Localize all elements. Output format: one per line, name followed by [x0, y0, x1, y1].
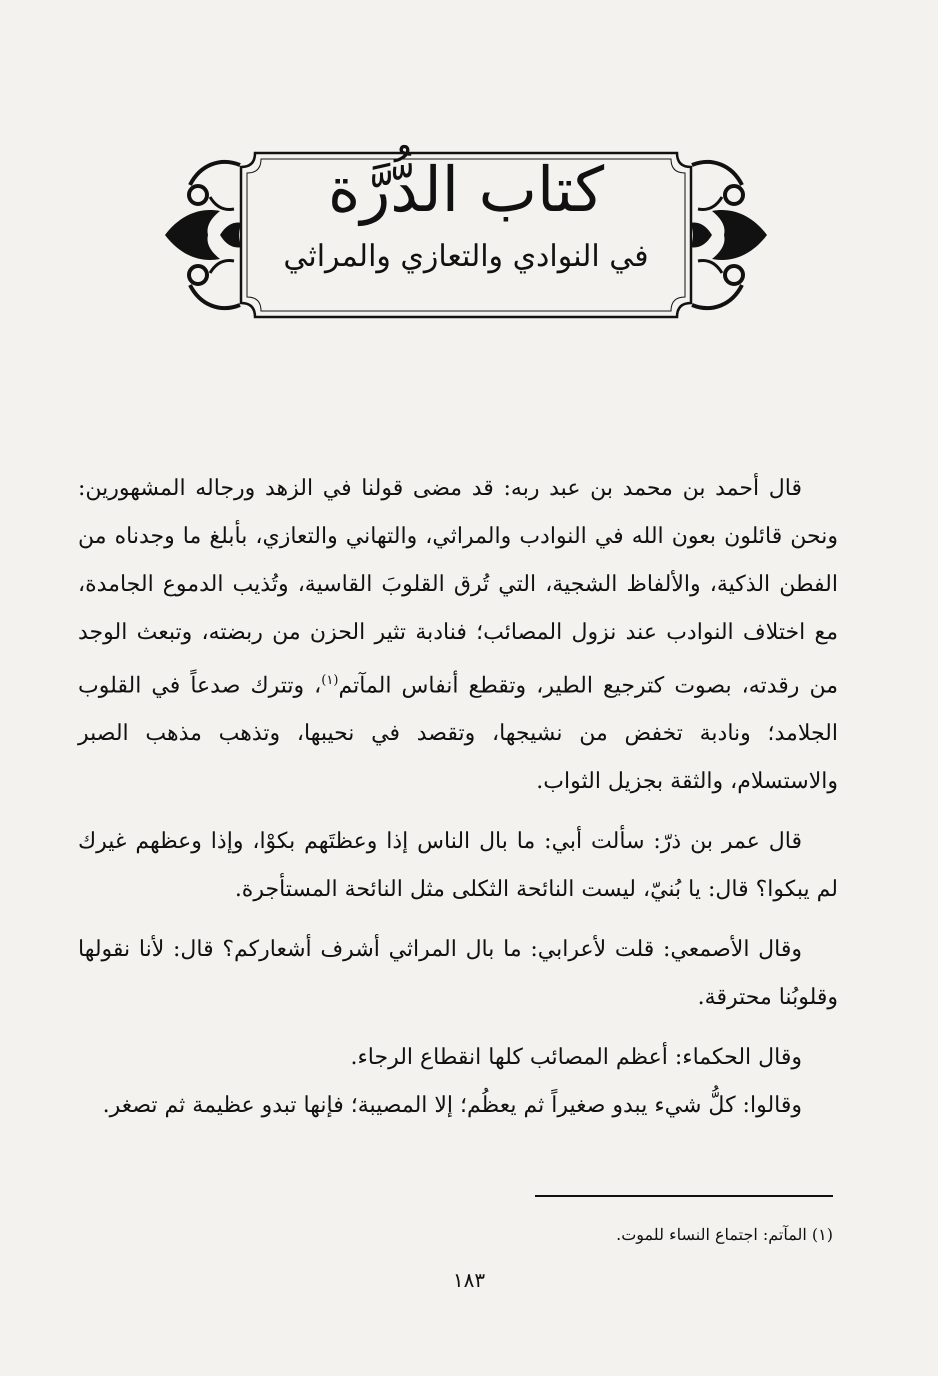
- page-number: ١٨٣: [452, 1268, 486, 1292]
- chapter-title: كتاب الدُّرَّة: [327, 153, 605, 226]
- title-frame: [160, 145, 772, 325]
- chapter-subtitle: في النوادي والتعازي والمراثي: [283, 239, 649, 274]
- paragraph: وقال الأصمعي: قلت لأعرابي: ما بال المراثي أشرف أشعاركم؟ قال: لأنا نقولها وقلوبُنا محترقة.: [78, 937, 838, 1011]
- footnote-separator: [535, 1195, 833, 1197]
- paragraph: وقال الحكماء: أعظم المصائب كلها انقطاع الرجاء.: [350, 1045, 802, 1071]
- body-text: [78, 465, 838, 1130]
- footnote-mark[interactable]: (١): [321, 673, 339, 688]
- footnote: (١) المآتم: اجتماع النساء للموت.: [616, 1225, 833, 1244]
- paragraph: قال أحمد بن محمد بن عبد ربه: قد مضى قولنا في الزهد ورجاله المشهورين: ونحن قائلون بعون الله في النوادب والمراثي، والتهاني والتعازي، بأبلغ ما وجدناه من الفطن الذكية، والألفاظ الشجية، التي تُرق القلوبَ القاسية، وتُذيب الدموع الجامدة، مع اختلاف النوادب عند نزول المصائب؛ فنادبة تثير الحزن من ربضته، وتبعث الوجد من رقدته، بصوت كترجيع الطير، وتقطع أنفاس المآتم$^{(١)}$، وتترك صدعاً في القلوب الجلامد؛ ونادبة تخفض من نشيجها، وتقصد في نحيبها، وتذهب مذهب الصبر والاستسلام، والثقة بجزيل الثواب.: [78, 476, 838, 795]
- paragraph: قال عمر بن ذرّ: سألت أبي: ما بال الناس إذا وعظتَهم بكوْا، وإذا وعظهم غيرك لم يبكوا؟ قال: يا بُنيّ، ليست النائحة الثكلى مثل النائحة المستأجرة.: [78, 829, 838, 903]
- paragraph: وقالوا: كلُّ شيء يبدو صغيراً ثم يعظُم؛ إلا المصيبة؛ فإنها تبدو عظيمة ثم تصغر.: [102, 1093, 802, 1119]
